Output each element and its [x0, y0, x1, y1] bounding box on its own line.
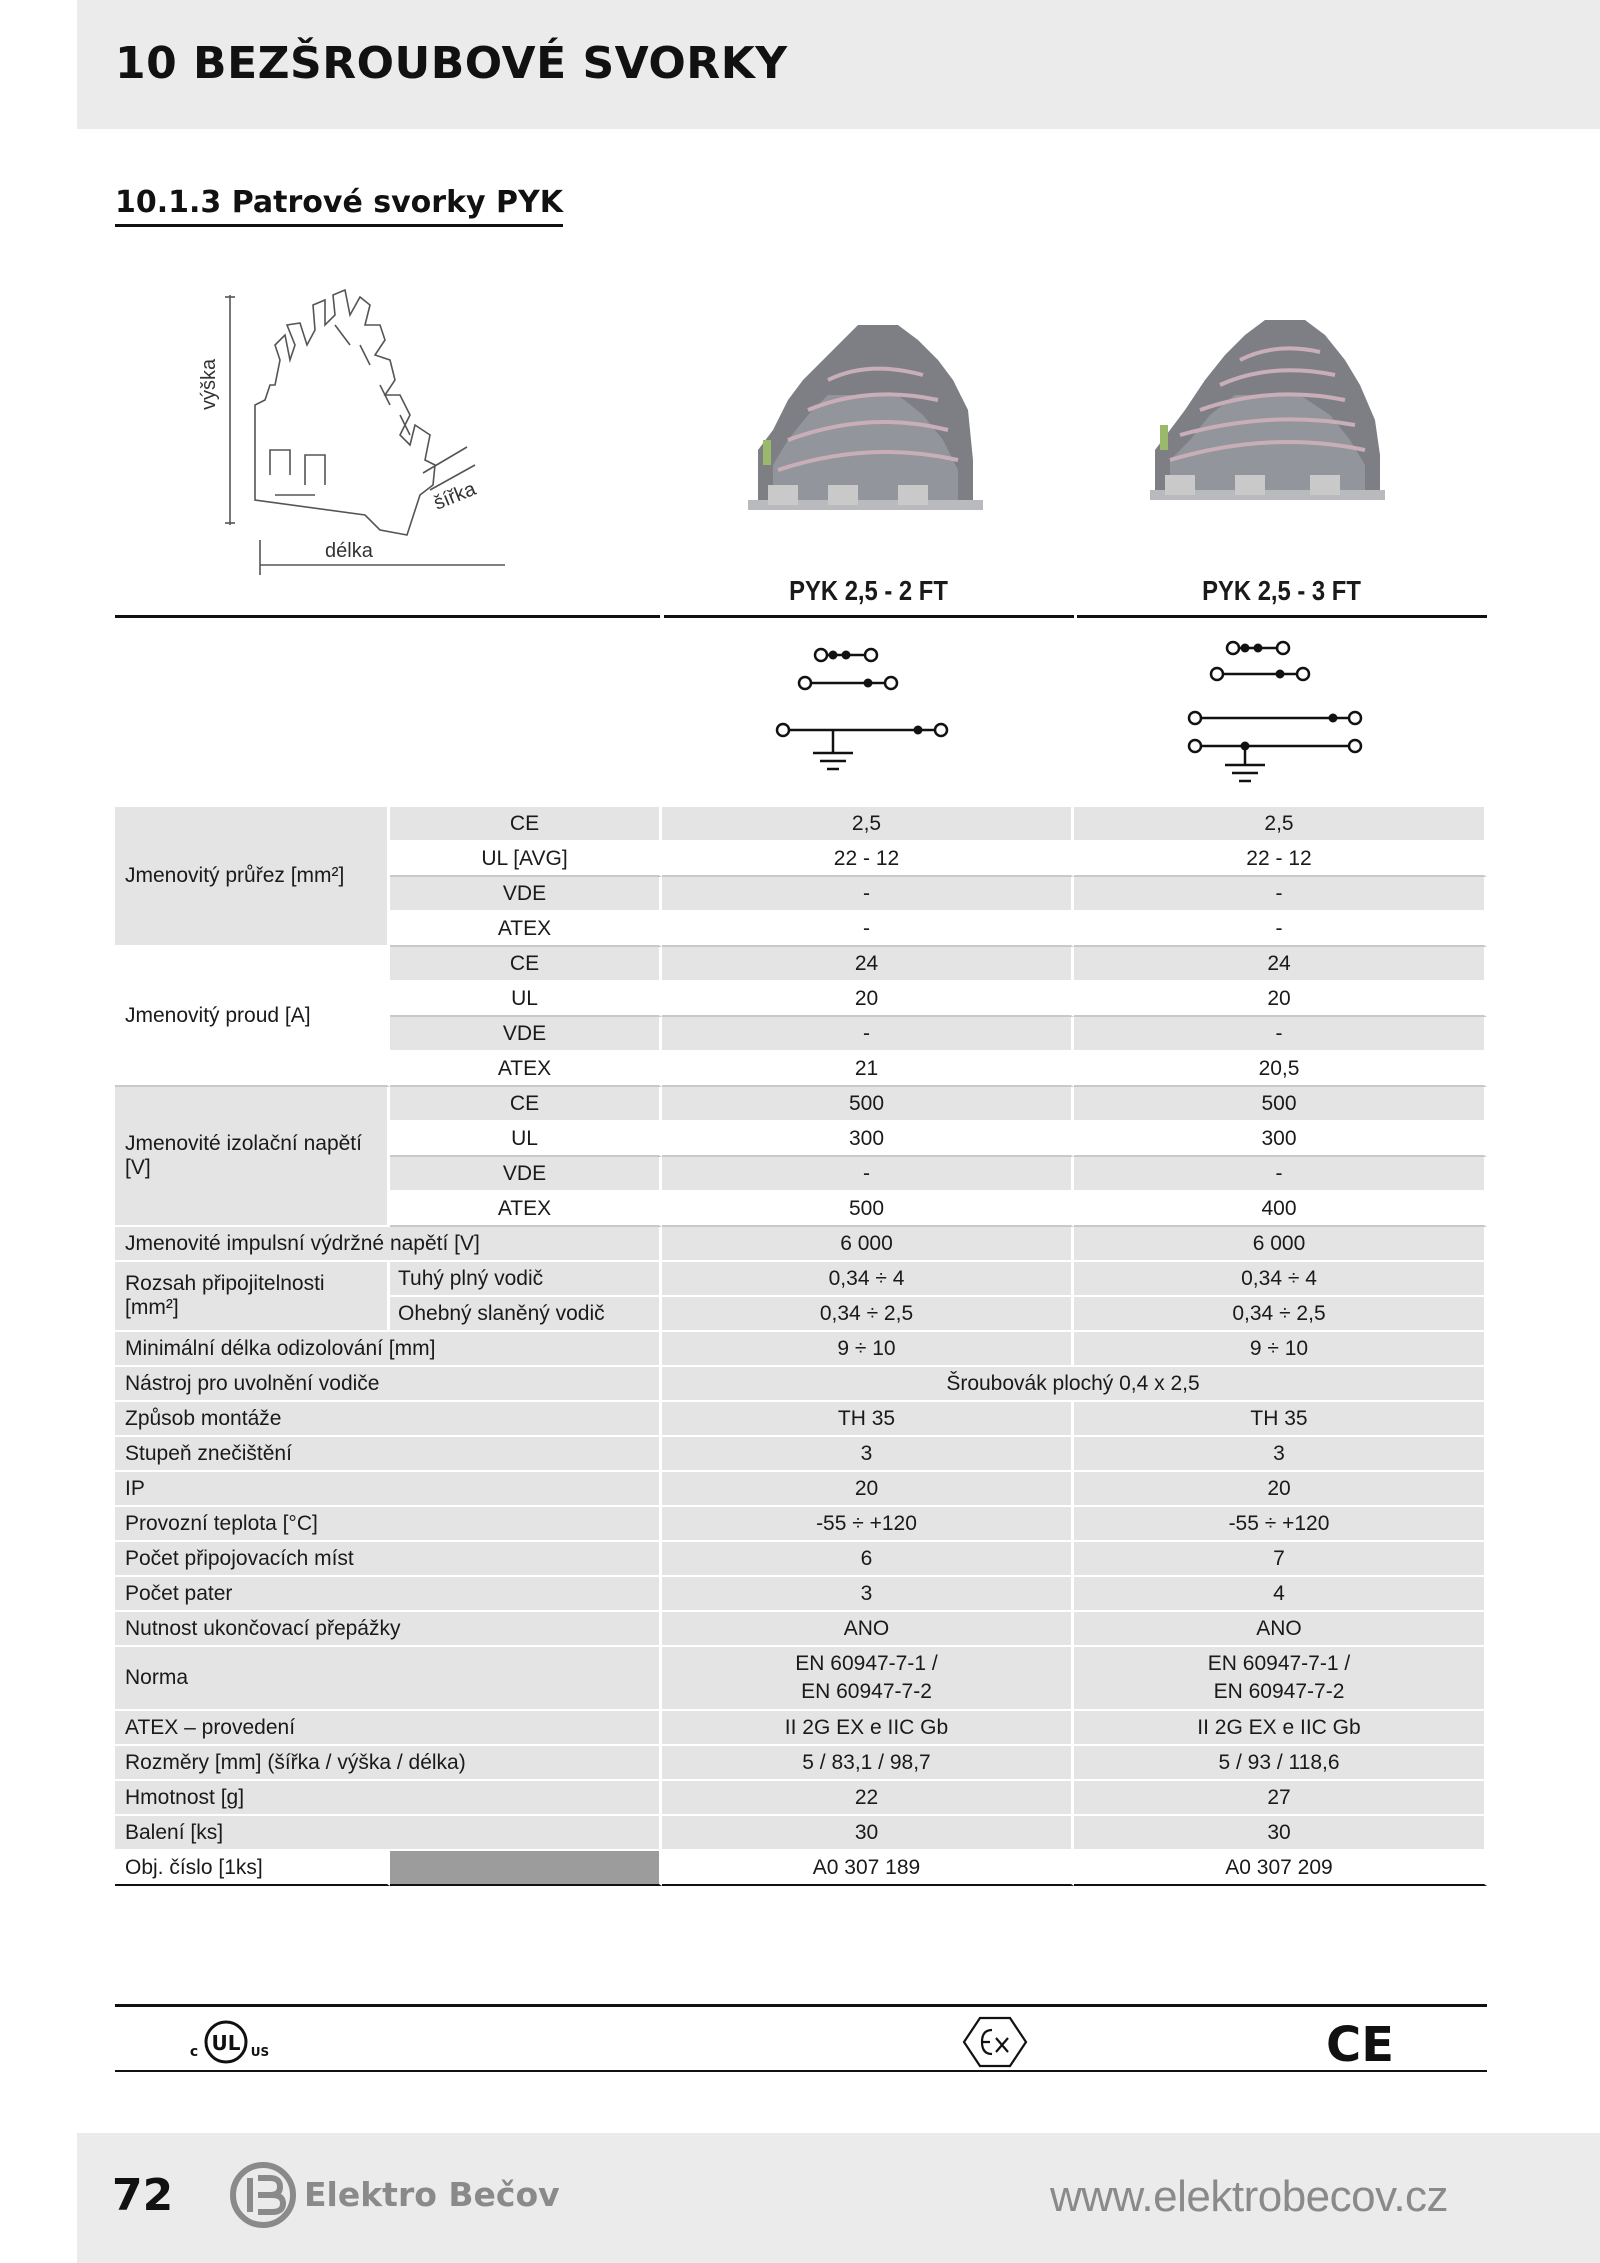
heading-rule-2ft	[664, 615, 1074, 618]
sub-label: CE	[390, 1087, 662, 1122]
value-3ft: 27	[1074, 1781, 1487, 1816]
group-label-cross-section: Jmenovitý průřez [mm²]	[115, 807, 390, 947]
value-line: EN 60947-7-2	[801, 1680, 932, 1703]
sub-label: UL	[390, 982, 662, 1017]
value-3ft: 0,34 ÷ 2,5	[1074, 1297, 1487, 1332]
value-2ft: 6	[662, 1542, 1074, 1577]
section-title: 10.1.3 Patrové svorky PYK	[115, 185, 563, 227]
certification-rule-top	[115, 2004, 1487, 2007]
group-label-current: Jmenovitý proud [A]	[115, 947, 390, 1087]
value-3ft: 3	[1074, 1437, 1487, 1472]
value-3ft: 500	[1074, 1087, 1487, 1122]
ul-certification-icon	[180, 2012, 280, 2072]
sub-label: CE	[390, 807, 662, 842]
value-2ft: 300	[662, 1122, 1074, 1157]
value-3ft: 22 - 12	[1074, 842, 1487, 877]
value-2ft: 24	[662, 947, 1074, 982]
row-label: ATEX – provedení	[115, 1711, 662, 1746]
value-line: EN 60947-7-2	[1213, 1680, 1345, 1703]
value-3ft: 7	[1074, 1542, 1487, 1577]
value-2ft: 3	[662, 1577, 1074, 1612]
heading-rule-label	[115, 615, 660, 618]
sub-label: CE	[390, 947, 662, 982]
website-link[interactable]: www.elektrobecov.cz	[1050, 2172, 1449, 2221]
value-2ft: 21	[662, 1052, 1074, 1087]
row-label: Počet pater	[115, 1577, 662, 1612]
width-label: šířka	[430, 478, 480, 515]
value-2ft: 30	[662, 1816, 1074, 1851]
value-2ft: 6 000	[662, 1227, 1074, 1262]
product-heading-2ft: PYK 2,5 - 2 FT	[789, 575, 948, 606]
row-label: Balení [ks]	[115, 1816, 662, 1851]
page-number: 72	[112, 2170, 174, 2221]
value-3ft: 2,5	[1074, 807, 1487, 842]
value-2ft: 2,5	[662, 807, 1074, 842]
height-label: výška	[198, 358, 220, 410]
value-shared: Šroubovák plochý 0,4 x 2,5	[662, 1367, 1487, 1402]
value-3ft: A0 307 209	[1074, 1851, 1487, 1886]
ce-text: CE	[1325, 2017, 1395, 2068]
value-line: EN 60947-7-1 /	[1207, 1652, 1351, 1675]
value-2ft: 20	[662, 1472, 1074, 1507]
group-label-insulation-voltage: Jmenovité izolační napětí [V]	[115, 1087, 390, 1227]
schematic-3ft-icon	[1180, 635, 1380, 795]
value-2ft: II 2G EX e IIC Gb	[662, 1711, 1074, 1746]
value-3ft: -	[1074, 877, 1487, 912]
schematic-2ft-icon	[768, 635, 968, 795]
value-3ft: 0,34 ÷ 4	[1074, 1262, 1487, 1297]
value-3ft: 20	[1074, 1472, 1487, 1507]
value-3ft: 300	[1074, 1122, 1487, 1157]
row-label: Nutnost ukončovací přepážky	[115, 1612, 662, 1647]
value-2ft: 20	[662, 982, 1074, 1017]
row-label: Jmenovité impulsní výdržné napětí [V]	[115, 1227, 662, 1262]
sub-label: UL [AVG]	[390, 842, 662, 877]
sub-label: ATEX	[390, 1052, 662, 1087]
group-label-connection-range: Rozsah připojitelnosti [mm²]	[115, 1262, 390, 1332]
value-2ft: 3	[662, 1437, 1074, 1472]
ul-center-text: UL	[211, 2031, 241, 2055]
value-3ft: 6 000	[1074, 1227, 1487, 1262]
sub-label: ATEX	[390, 1192, 662, 1227]
value-3ft	[1074, 1647, 1487, 1711]
value-2ft: TH 35	[662, 1402, 1074, 1437]
sub-label: UL	[390, 1122, 662, 1157]
elektro-becov-logo-icon	[228, 2160, 298, 2230]
value-3ft: 4	[1074, 1577, 1487, 1612]
order-number-dark-cell	[390, 1851, 662, 1886]
ul-right-text: US	[250, 2045, 270, 2059]
value-2ft: -	[662, 1017, 1074, 1052]
certification-rule-bottom	[115, 2070, 1487, 2072]
value-3ft: TH 35	[1074, 1402, 1487, 1437]
atex-ex-icon	[960, 2012, 1030, 2072]
value-2ft: 0,34 ÷ 2,5	[662, 1297, 1074, 1332]
heading-rule-3ft	[1077, 615, 1487, 618]
value-3ft: -	[1074, 912, 1487, 947]
value-2ft: 5 / 83,1 / 98,7	[662, 1746, 1074, 1781]
row-label: Nástroj pro uvolnění vodiče	[115, 1367, 662, 1402]
sub-label: Ohebný slaněný vodič	[390, 1297, 662, 1332]
value-3ft: 400	[1074, 1192, 1487, 1227]
sub-label: VDE	[390, 877, 662, 912]
row-label: Norma	[115, 1647, 662, 1711]
brand-name: Elektro Bečov	[304, 2175, 560, 2214]
length-label: délka	[325, 540, 373, 562]
value-3ft: II 2G EX e IIC Gb	[1074, 1711, 1487, 1746]
product-heading-3ft: PYK 2,5 - 3 FT	[1202, 575, 1361, 606]
dimension-drawing	[175, 285, 595, 575]
value-2ft: -	[662, 1157, 1074, 1192]
value-3ft: -	[1074, 1017, 1487, 1052]
row-label: Počet připojovacích míst	[115, 1542, 662, 1577]
value-2ft: A0 307 189	[662, 1851, 1074, 1886]
value-3ft: -55 ÷ +120	[1074, 1507, 1487, 1542]
row-label: Rozměry [mm] (šířka / výška / délka)	[115, 1746, 662, 1781]
value-2ft: 500	[662, 1087, 1074, 1122]
chapter-title: 10 BEZŠROUBOVÉ SVORKY	[115, 38, 788, 89]
product-photo-3ft	[1150, 300, 1390, 530]
value-3ft: 9 ÷ 10	[1074, 1332, 1487, 1367]
value-3ft: -	[1074, 1157, 1487, 1192]
spec-table	[115, 807, 1487, 1886]
value-2ft: ANO	[662, 1612, 1074, 1647]
row-label: Hmotnost [g]	[115, 1781, 662, 1816]
value-line: EN 60947-7-1 /	[795, 1652, 938, 1675]
row-label: Způsob montáže	[115, 1402, 662, 1437]
row-label: Provozní teplota [°C]	[115, 1507, 662, 1542]
sub-label: Tuhý plný vodič	[390, 1262, 662, 1297]
row-label: IP	[115, 1472, 662, 1507]
value-3ft: 20	[1074, 982, 1487, 1017]
value-3ft: 5 / 93 / 118,6	[1074, 1746, 1487, 1781]
sub-label: VDE	[390, 1017, 662, 1052]
row-label: Stupeň znečištění	[115, 1437, 662, 1472]
value-3ft: 30	[1074, 1816, 1487, 1851]
ce-mark-icon	[1325, 2016, 1395, 2068]
value-2ft: 500	[662, 1192, 1074, 1227]
value-2ft: -55 ÷ +120	[662, 1507, 1074, 1542]
value-2ft: 22 - 12	[662, 842, 1074, 877]
sub-label: VDE	[390, 1157, 662, 1192]
row-label: Minimální délka odizolování [mm]	[115, 1332, 662, 1367]
value-2ft: -	[662, 912, 1074, 947]
value-2ft: 22	[662, 1781, 1074, 1816]
value-3ft: 20,5	[1074, 1052, 1487, 1087]
value-2ft: -	[662, 877, 1074, 912]
value-2ft	[662, 1647, 1074, 1711]
product-photo-2ft	[748, 300, 988, 530]
ul-left-text: c	[189, 2044, 199, 2060]
row-label: Obj. číslo [1ks]	[115, 1851, 390, 1886]
sub-label: ATEX	[390, 912, 662, 947]
value-3ft: ANO	[1074, 1612, 1487, 1647]
value-2ft: 0,34 ÷ 4	[662, 1262, 1074, 1297]
value-2ft: 9 ÷ 10	[662, 1332, 1074, 1367]
value-3ft: 24	[1074, 947, 1487, 982]
